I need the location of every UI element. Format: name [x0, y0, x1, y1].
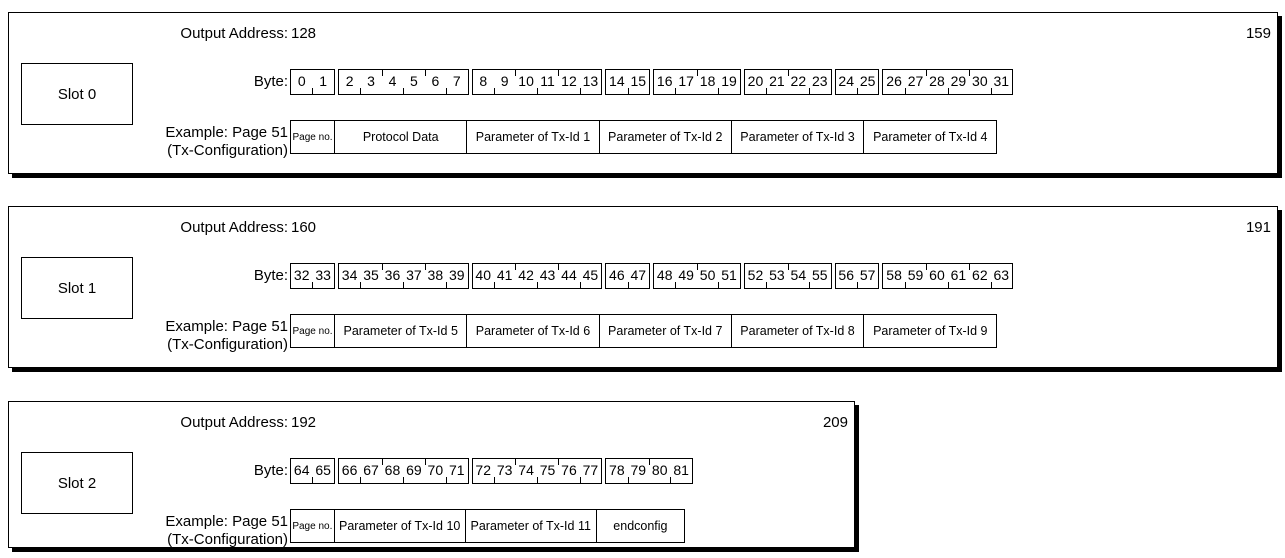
byte-cell: 48 — [654, 264, 675, 288]
byte-group — [605, 69, 650, 95]
byte-cell: 77 — [582, 462, 599, 478]
slot-panel-1 — [8, 206, 1278, 368]
slot-name: Slot 0 — [21, 63, 133, 125]
byte-label: Byte: — [253, 462, 288, 479]
byte-cell: 29 — [948, 70, 969, 94]
byte-cell: 18 — [697, 70, 718, 94]
byte-cell: 19 — [721, 73, 737, 89]
parameter-field: Parameter of Tx-Id 6 — [467, 315, 599, 347]
parameter-field: Parameter of Tx-Id 5 — [335, 315, 467, 347]
byte-group — [290, 263, 335, 289]
byte-cell: 38 — [425, 264, 446, 288]
byte-cell: 73 — [494, 459, 515, 483]
page-no-field: Page no. — [291, 315, 335, 347]
byte-cell: 13 — [582, 73, 599, 89]
byte-cell: 51 — [721, 267, 737, 283]
byte-cell: 16 — [654, 70, 675, 94]
slot-panel-0 — [8, 12, 1278, 174]
byte-cell: 4 — [382, 70, 403, 94]
byte-cell: 50 — [697, 264, 718, 288]
byte-cell: 9 — [494, 70, 515, 94]
parameter-field: Parameter of Tx-Id 9 — [873, 324, 988, 338]
byte-cell: 25 — [859, 73, 876, 89]
output-address-label: Output Address: — [180, 25, 288, 42]
byte-cell: 33 — [315, 267, 331, 283]
byte-cell: 68 — [382, 459, 403, 483]
byte-cell: 12 — [558, 70, 579, 94]
byte-cell: 15 — [630, 73, 647, 89]
slot-name: Slot 1 — [21, 257, 133, 319]
byte-cell: 67 — [360, 459, 381, 483]
byte-cell: 63 — [993, 267, 1010, 283]
byte-cell: 42 — [515, 264, 536, 288]
byte-cell: 28 — [926, 70, 947, 94]
slot-panel-2 — [8, 401, 855, 548]
parameter-field: Parameter of Tx-Id 10 — [335, 510, 466, 542]
byte-cell: 66 — [339, 459, 360, 483]
byte-cell: 78 — [606, 459, 627, 483]
byte-cell: 7 — [452, 73, 461, 89]
byte-cell: 59 — [905, 264, 926, 288]
parameter-field: Protocol Data — [335, 121, 467, 153]
byte-cell: 23 — [811, 73, 828, 89]
byte-cell: 72 — [473, 459, 494, 483]
page-no-field: Page no. — [291, 510, 335, 542]
byte-cell: 45 — [582, 267, 599, 283]
byte-cell: 60 — [926, 264, 947, 288]
field-row — [290, 120, 997, 154]
byte-cell: 74 — [515, 459, 536, 483]
byte-cell: 40 — [473, 264, 494, 288]
output-address-end: 209 — [822, 414, 848, 431]
byte-cell: 41 — [494, 264, 515, 288]
byte-cell: 35 — [360, 264, 381, 288]
byte-cell: 5 — [403, 70, 424, 94]
byte-group — [605, 263, 650, 289]
byte-cell: 17 — [675, 70, 696, 94]
byte-cell: 70 — [425, 459, 446, 483]
example-label — [165, 318, 288, 354]
byte-cell: 61 — [948, 264, 969, 288]
byte-group — [605, 458, 693, 484]
byte-cell: 46 — [606, 264, 627, 288]
byte-cell: 58 — [883, 264, 904, 288]
output-address-start: 128 — [291, 25, 317, 42]
slot-name: Slot 2 — [21, 452, 133, 514]
byte-cell: 53 — [766, 264, 787, 288]
byte-cell: 71 — [448, 462, 465, 478]
byte-cell: 32 — [291, 264, 312, 288]
example-line-2: (Tx-Configuration) — [167, 531, 288, 548]
byte-cell: 22 — [788, 70, 809, 94]
byte-group — [653, 263, 741, 289]
example-line-2: (Tx-Configuration) — [167, 142, 288, 159]
byte-cell: 14 — [606, 70, 627, 94]
byte-cell: 37 — [403, 264, 424, 288]
parameter-field: Parameter of Tx-Id 1 — [467, 121, 599, 153]
byte-cell: 69 — [403, 459, 424, 483]
byte-group — [290, 458, 335, 484]
byte-group — [472, 69, 603, 95]
byte-cell: 8 — [473, 70, 494, 94]
byte-group — [653, 69, 741, 95]
byte-label: Byte: — [253, 267, 288, 284]
byte-cell: 0 — [291, 70, 312, 94]
byte-cell: 52 — [745, 264, 766, 288]
byte-cell: 44 — [558, 264, 579, 288]
output-address-label: Output Address: — [180, 219, 288, 236]
parameter-field: Parameter of Tx-Id 11 — [466, 510, 597, 542]
byte-group — [472, 458, 603, 484]
byte-cell: 56 — [836, 264, 857, 288]
byte-cell: 62 — [969, 264, 990, 288]
byte-cell: 47 — [630, 267, 647, 283]
byte-group — [882, 263, 1013, 289]
example-line-1: Example: Page 51 — [165, 513, 288, 530]
byte-group — [338, 69, 469, 95]
example-line-1: Example: Page 51 — [165, 318, 288, 335]
byte-group — [744, 69, 832, 95]
byte-cell: 2 — [339, 70, 360, 94]
byte-strip — [290, 263, 1013, 289]
byte-group — [290, 69, 335, 95]
byte-cell: 27 — [905, 70, 926, 94]
byte-cell: 30 — [969, 70, 990, 94]
byte-cell: 11 — [537, 70, 558, 94]
parameter-field: Parameter of Tx-Id 7 — [600, 315, 732, 347]
page-no-field: Page no. — [291, 121, 335, 153]
byte-group — [338, 263, 469, 289]
byte-cell: 34 — [339, 264, 360, 288]
byte-cell: 21 — [766, 70, 787, 94]
byte-cell: 54 — [788, 264, 809, 288]
output-address-start: 160 — [291, 219, 317, 236]
byte-group — [338, 458, 469, 484]
byte-cell: 64 — [291, 459, 312, 483]
byte-group — [835, 263, 880, 289]
byte-cell: 49 — [675, 264, 696, 288]
byte-label: Byte: — [253, 73, 288, 90]
output-address-start: 192 — [291, 414, 317, 431]
byte-group — [744, 263, 832, 289]
byte-group — [882, 69, 1013, 95]
byte-cell: 80 — [649, 459, 670, 483]
example-label — [165, 513, 288, 549]
output-address-end: 191 — [1245, 219, 1271, 236]
byte-cell: 76 — [558, 459, 579, 483]
byte-cell: 81 — [673, 462, 689, 478]
byte-group — [835, 69, 880, 95]
parameter-field: Parameter of Tx-Id 8 — [732, 315, 864, 347]
parameter-field: endconfig — [613, 519, 668, 533]
byte-strip — [290, 458, 693, 484]
output-address-end: 159 — [1245, 25, 1271, 42]
byte-strip — [290, 69, 1013, 95]
byte-cell: 20 — [745, 70, 766, 94]
parameter-field: Parameter of Tx-Id 2 — [600, 121, 732, 153]
field-row — [290, 314, 997, 348]
byte-cell: 55 — [811, 267, 828, 283]
parameter-field: Parameter of Tx-Id 4 — [873, 130, 988, 144]
output-address-label: Output Address: — [180, 414, 288, 431]
byte-cell: 6 — [425, 70, 446, 94]
byte-cell: 43 — [537, 264, 558, 288]
byte-cell: 10 — [515, 70, 536, 94]
example-line-1: Example: Page 51 — [165, 124, 288, 141]
byte-cell: 3 — [360, 70, 381, 94]
parameter-field: Parameter of Tx-Id 3 — [732, 121, 864, 153]
byte-cell: 1 — [319, 73, 328, 89]
byte-cell: 75 — [537, 459, 558, 483]
byte-cell: 26 — [883, 70, 904, 94]
byte-cell: 36 — [382, 264, 403, 288]
byte-cell: 24 — [836, 70, 857, 94]
byte-cell: 57 — [859, 267, 876, 283]
example-line-2: (Tx-Configuration) — [167, 336, 288, 353]
byte-cell: 79 — [628, 459, 649, 483]
byte-group — [472, 263, 603, 289]
byte-cell: 39 — [448, 267, 465, 283]
byte-cell: 65 — [315, 462, 331, 478]
field-row — [290, 509, 685, 543]
byte-cell: 31 — [993, 73, 1010, 89]
example-label — [165, 124, 288, 160]
